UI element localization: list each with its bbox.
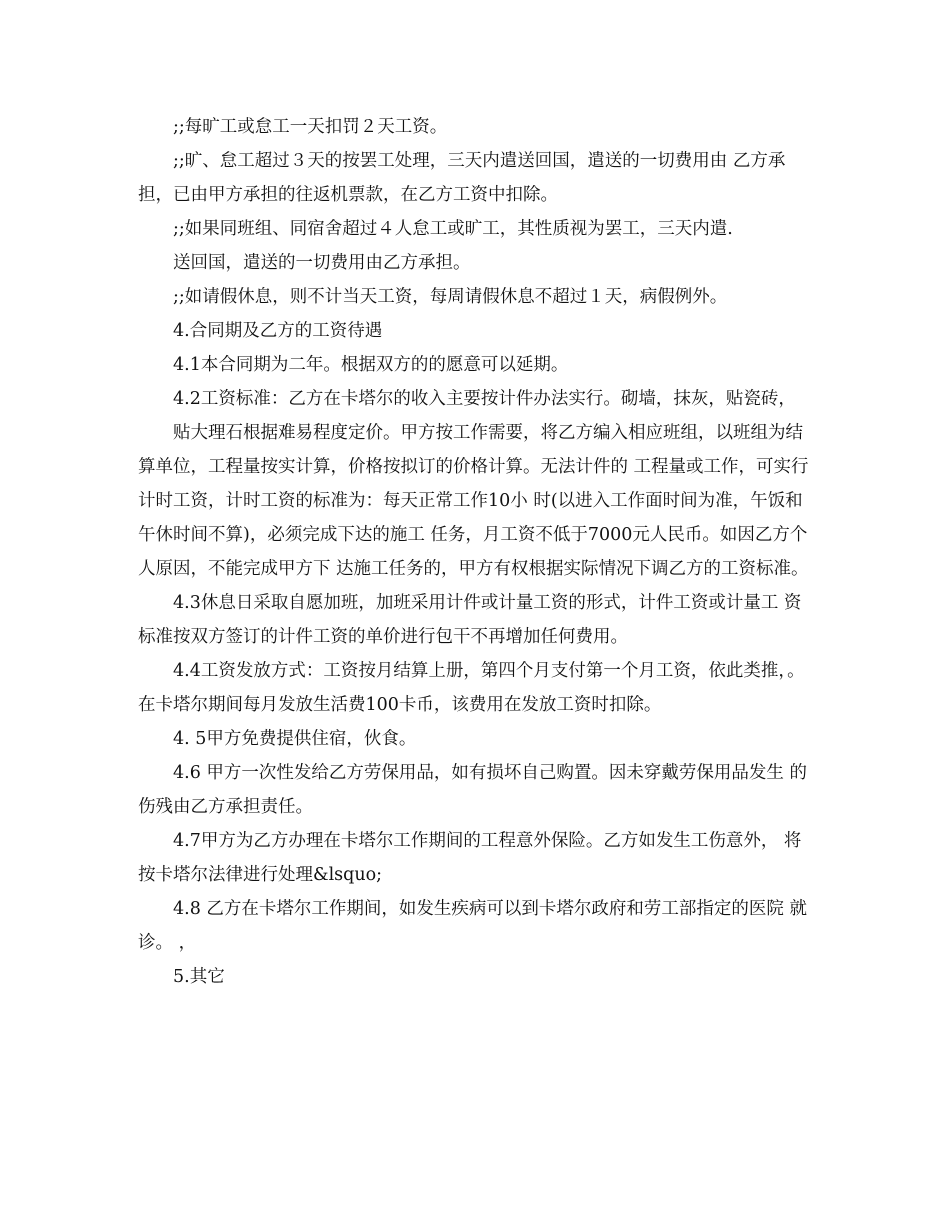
- paragraph: 4.4工资发放方式：工资按月结算上册，第四个月支付第一个月工资，依此类推，。 在卡塔尔期间每月发放生活费100卡币，该费用在发放工资时扣除。: [138, 661, 805, 715]
- paragraph: 4.8 乙方在卡塔尔工作期间，如发生疾病可以到卡塔尔政府和劳工部指定的医院 就诊。 ，: [138, 899, 807, 953]
- paragraph: 4.1本合同期为二年。根据双方的的愿意可以延期。: [173, 355, 569, 375]
- paragraph: 4.7甲方为乙方办理在卡塔尔工作期间的工程意外保险。乙方如发生工伤意外， 将按卡塔尔法律进行处理&lsquo;: [138, 831, 802, 885]
- section-heading: 4.合同期及乙方的工资待遇: [173, 321, 383, 341]
- paragraph: 贴大理石根据难易程度定价。甲方按工作需要，将乙方编入相应班组，以班组为结算单位，工程量按实计算，价格按拟订的价格计算。无法计件的 工程量或工作，可实行计时工资，计时工资的标准为：每天正常工作10小 时(以进入工作面时间为准，午饭和午休时间不算)，必须完成下达的施工 任务，月工资不低于7000元人民币。如因乙方个人原因，不能完成甲方下 达施工任务的，甲方有权根据实际情况下调乙方的工资标准。: [138, 423, 809, 579]
- paragraph: ;;旷、怠工超过３天的按罢工处理，三天内遣送回国，遣送的一切费用由 乙方承担，已由甲方承担的往返机票款，在乙方工资中扣除。: [138, 151, 786, 205]
- paragraph: ;;如果同班组、同宿舍超过４人怠工或旷工，其性质视为罢工，三天内遣.: [173, 219, 733, 239]
- paragraph: ;;每旷工或怠工一天扣罚２天工资。: [173, 117, 448, 137]
- paragraph: 4.2工资标准：乙方在卡塔尔的收入主要按计件办法实行。砌墙，抹灰，贴瓷砖，: [173, 389, 796, 409]
- paragraph: ;;如请假休息，则不计当天工资，每周请假休息不超过１天，病假例外。: [173, 287, 728, 307]
- section-heading: 5.其它: [173, 967, 225, 987]
- paragraph: 4. 5甲方免费提供住宿，伙食。: [173, 729, 417, 749]
- paragraph: 4.6 甲方一次性发给乙方劳保用品，如有损坏自己购置。因未穿戴劳保用品发生 的伤残由乙方承担责任。: [138, 763, 807, 817]
- paragraph: 4.3休息日采取自愿加班，加班采用计件或计量工资的形式，计件工资或计量工 资标准按双方签订的计件工资的单价进行包干不再增加任何费用。: [138, 593, 802, 647]
- paragraph: 送回国，遣送的一切费用由乙方承担。: [173, 253, 471, 273]
- document-body: [138, 110, 818, 994]
